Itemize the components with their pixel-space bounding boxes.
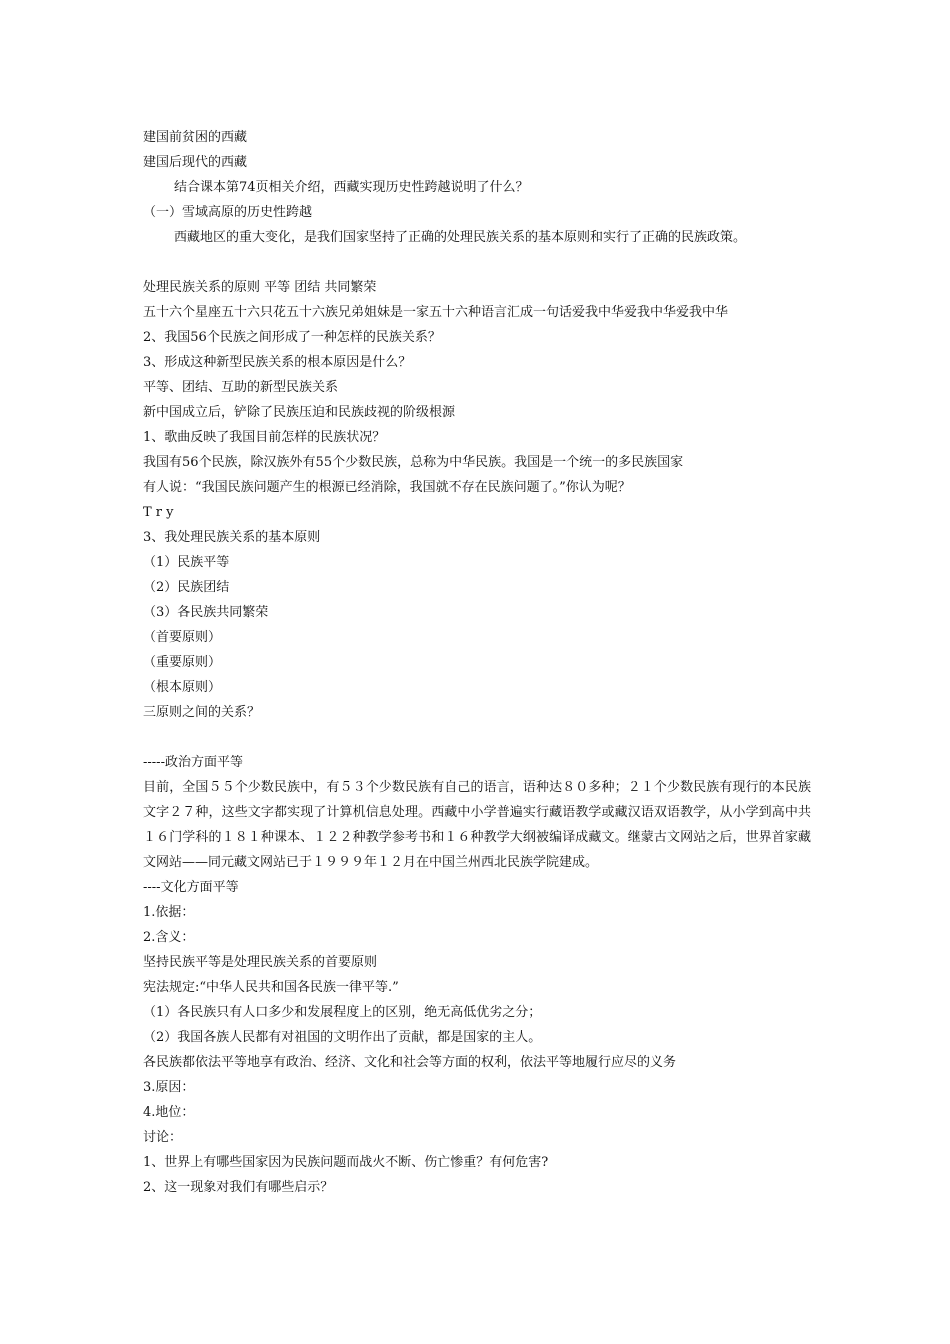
meaning-item-1: （1）各民族只有人口多少和发展程度上的区别，绝无高低优劣之分； [143, 1005, 542, 1020]
song-lyrics-line: 五十六个星座五十六只花五十六族兄弟姐妹是一家五十六种语言汇成一句话爱我中华爱我中华爱我中华 [143, 305, 729, 320]
text-line-23: 三原则之间的关系？ [143, 705, 261, 720]
text-line-14: 有人说：“我国民族问题产生的根源已经消除，我国就不存在民族问题了。”你认为呢？ [143, 480, 631, 495]
principles-heading: 3、我处理民族关系的基本原则 [143, 530, 321, 545]
text-line-3: 结合课本第74页相关介绍，西藏实现历史性跨越说明了什么？ [174, 180, 529, 195]
text-line-2: 建国后现代的西藏 [143, 155, 248, 170]
meaning-label: 2.含义： [143, 930, 195, 945]
text-line-29: 坚持民族平等是处理民族关系的首要原则 [143, 955, 378, 970]
principle-item-3: （3）各民族共同繁荣 [143, 605, 269, 620]
political-equality-label: -----政治方面平等 [143, 755, 243, 770]
blank-line [143, 725, 811, 750]
discussion-question-1: 1、世界上有哪些国家因为民族问题而战火不断、伤亡惨重？有何危害? [143, 1155, 549, 1170]
reason-label: 3.原因： [143, 1080, 195, 1095]
meaning-item-2: （2）我国各族人民都有对祖国的文明作出了贡献，都是国家的主人。 [143, 1030, 542, 1045]
language-paragraph: 目前，全国５５个少数民族中，有５３个少数民族有自己的语言，语种达８０多种；２１个少数民族有现行的本民族文字２７种，这些文字都实现了计算机信息处理。西藏中小学普遍实行藏语教学或藏汉语双语教学，从小学到高中共１６门学科的１８１种课本、１２２种教学参考书和１６种教学大纲被编译成藏文。继蒙古文网站之后，世界首家藏文网站——同元藏文网站已于１９９９年１２月在中国兰州西北民族学院建成。 [143, 780, 811, 870]
constitution-line: 宪法规定:“中华人民共和国各民族一律平等.” [143, 980, 399, 995]
text-line-11: 新中国成立后，铲除了民族压迫和民族歧视的阶级根源 [143, 405, 456, 420]
status-label: 4.地位： [143, 1105, 195, 1120]
blank-line [143, 250, 811, 275]
text-line-13: 我国有56个民族，除汉族外有55个少数民族，总称为中华民族。我国是一个统一的多民族国家 [143, 455, 684, 470]
question-line-3: 3、形成这种新型民族关系的根本原因是什么？ [143, 355, 412, 370]
document-page [143, 125, 811, 1200]
cultural-equality-label: ----文化方面平等 [143, 880, 239, 895]
section-heading-1: （一）雪域高原的历史性跨越 [143, 205, 313, 220]
discussion-question-2: 2、这一现象对我们有哪些启示？ [143, 1180, 334, 1195]
principle-item-2: （2）民族团结 [143, 580, 230, 595]
principle-rank-3: （根本原则） [143, 680, 222, 695]
principle-item-1: （1）民族平等 [143, 555, 230, 570]
question-line-2: 2、我国56个民族之间形成了一种怎样的民族关系？ [143, 330, 441, 345]
try-label: T r y [143, 505, 174, 520]
text-line-5: 西藏地区的重大变化，是我们国家坚持了正确的处理民族关系的基本原则和实行了正确的民族政策。 [174, 230, 747, 245]
basis-label: 1.依据： [143, 905, 195, 920]
text-line-10: 平等、团结、互助的新型民族关系 [143, 380, 339, 395]
principle-rank-1: （首要原则） [143, 630, 222, 645]
text-line-6: 处理民族关系的原则 平等 团结 共同繁荣 [143, 280, 377, 295]
question-line-1: 1、歌曲反映了我国目前怎样的民族状况？ [143, 430, 386, 445]
principle-rank-2: （重要原则） [143, 655, 222, 670]
discussion-label: 讨论： [143, 1130, 183, 1145]
text-line-1: 建国前贫困的西藏 [143, 130, 248, 145]
text-line-33: 各民族都依法平等地享有政治、经济、文化和社会等方面的权利，依法平等地履行应尽的义务 [143, 1055, 677, 1070]
